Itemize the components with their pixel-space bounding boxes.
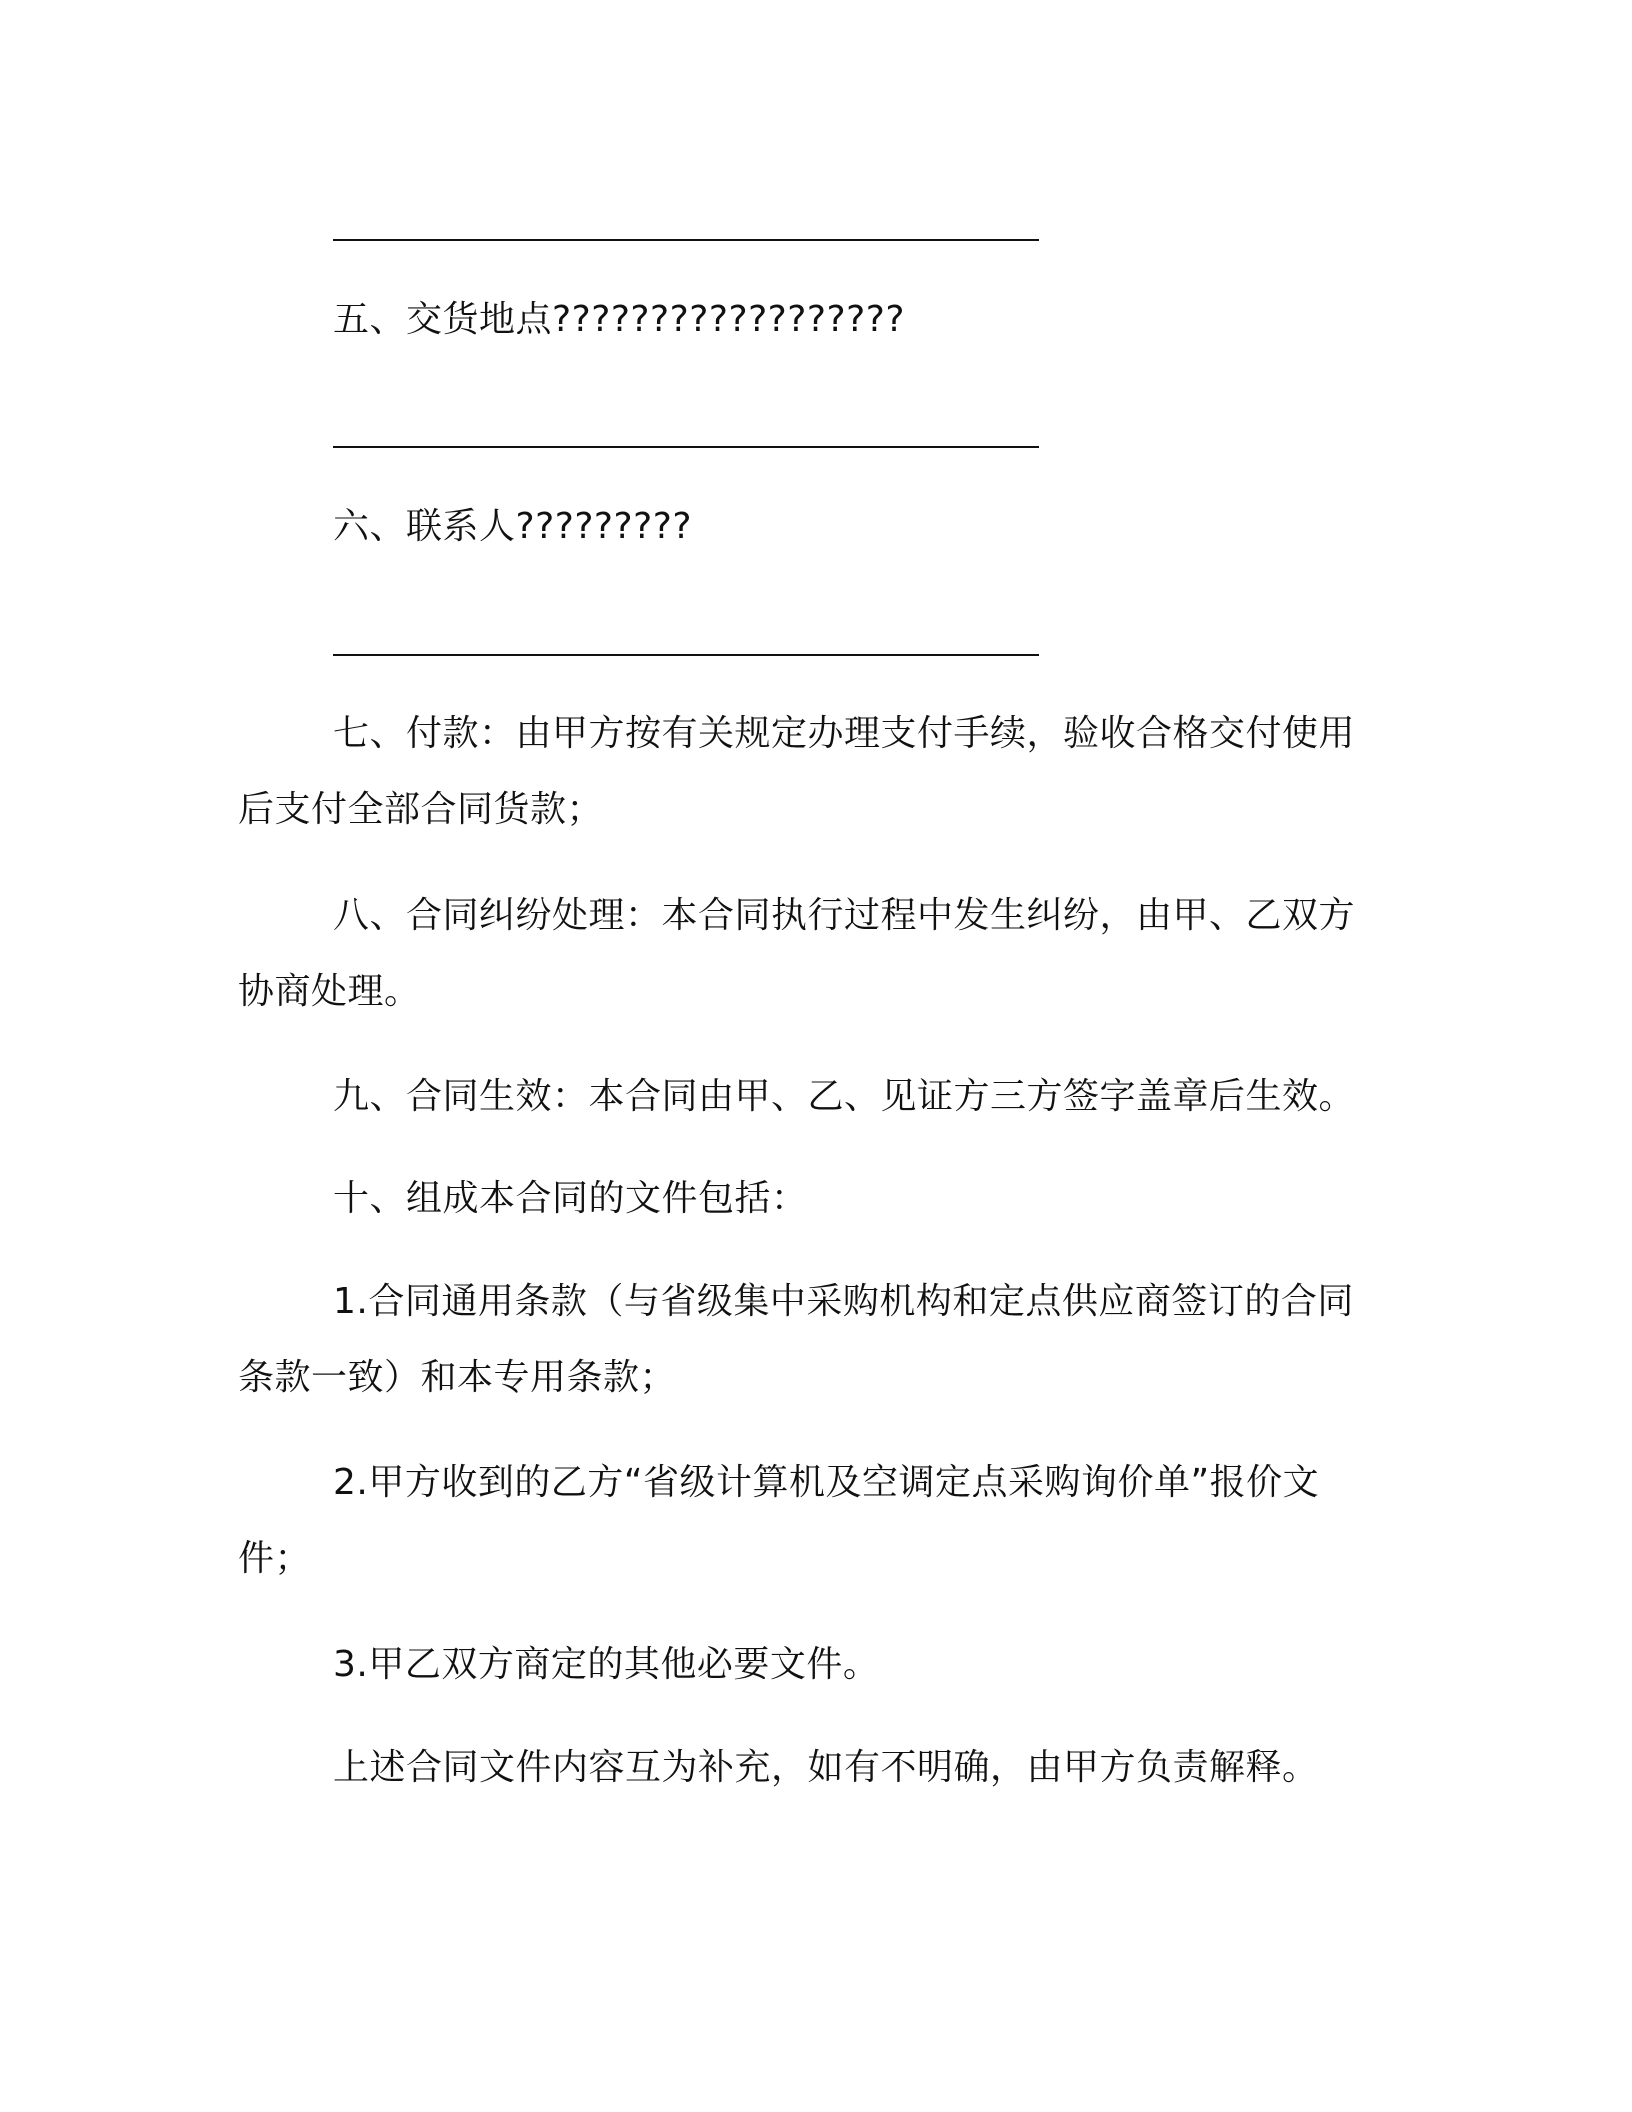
document-item-1-line-1: 1.合同通用条款（与省级集中采购机构和定点供应商签订的合同 xyxy=(333,1281,1354,1322)
clause-payment-line-2: 后支付全部合同货款； xyxy=(238,789,604,830)
blank-fill-line xyxy=(333,446,1039,448)
document-item-3: 3.甲乙双方商定的其他必要文件。 xyxy=(333,1644,880,1685)
clause-payment-line-1: 七、付款：由甲方按有关规定办理支付手续，验收合格交付使用 xyxy=(333,713,1356,754)
blank-fill-line xyxy=(333,239,1039,241)
document-item-2-line-2: 件； xyxy=(238,1538,312,1579)
clause-delivery-location: 五、交货地点?????????????????? xyxy=(333,299,905,340)
clause-effectiveness: 九、合同生效：本合同由甲、乙、见证方三方签字盖章后生效。 xyxy=(333,1076,1356,1117)
clause-dispute-line-1: 八、合同纠纷处理：本合同执行过程中发生纠纷，由甲、乙双方 xyxy=(333,895,1356,936)
document-item-1-line-2: 条款一致）和本专用条款； xyxy=(238,1357,677,1398)
closing-statement: 上述合同文件内容互为补充，如有不明确，由甲方负责解释。 xyxy=(333,1747,1319,1788)
clause-dispute-line-2: 协商处理。 xyxy=(238,971,421,1012)
blank-fill-line xyxy=(333,654,1039,656)
document-item-2-line-1: 2.甲方收到的乙方“省级计算机及空调定点采购询价单”报价文 xyxy=(333,1462,1320,1503)
clause-contract-documents: 十、组成本合同的文件包括： xyxy=(333,1178,808,1219)
clause-contact-person: 六、联系人????????? xyxy=(333,506,692,547)
